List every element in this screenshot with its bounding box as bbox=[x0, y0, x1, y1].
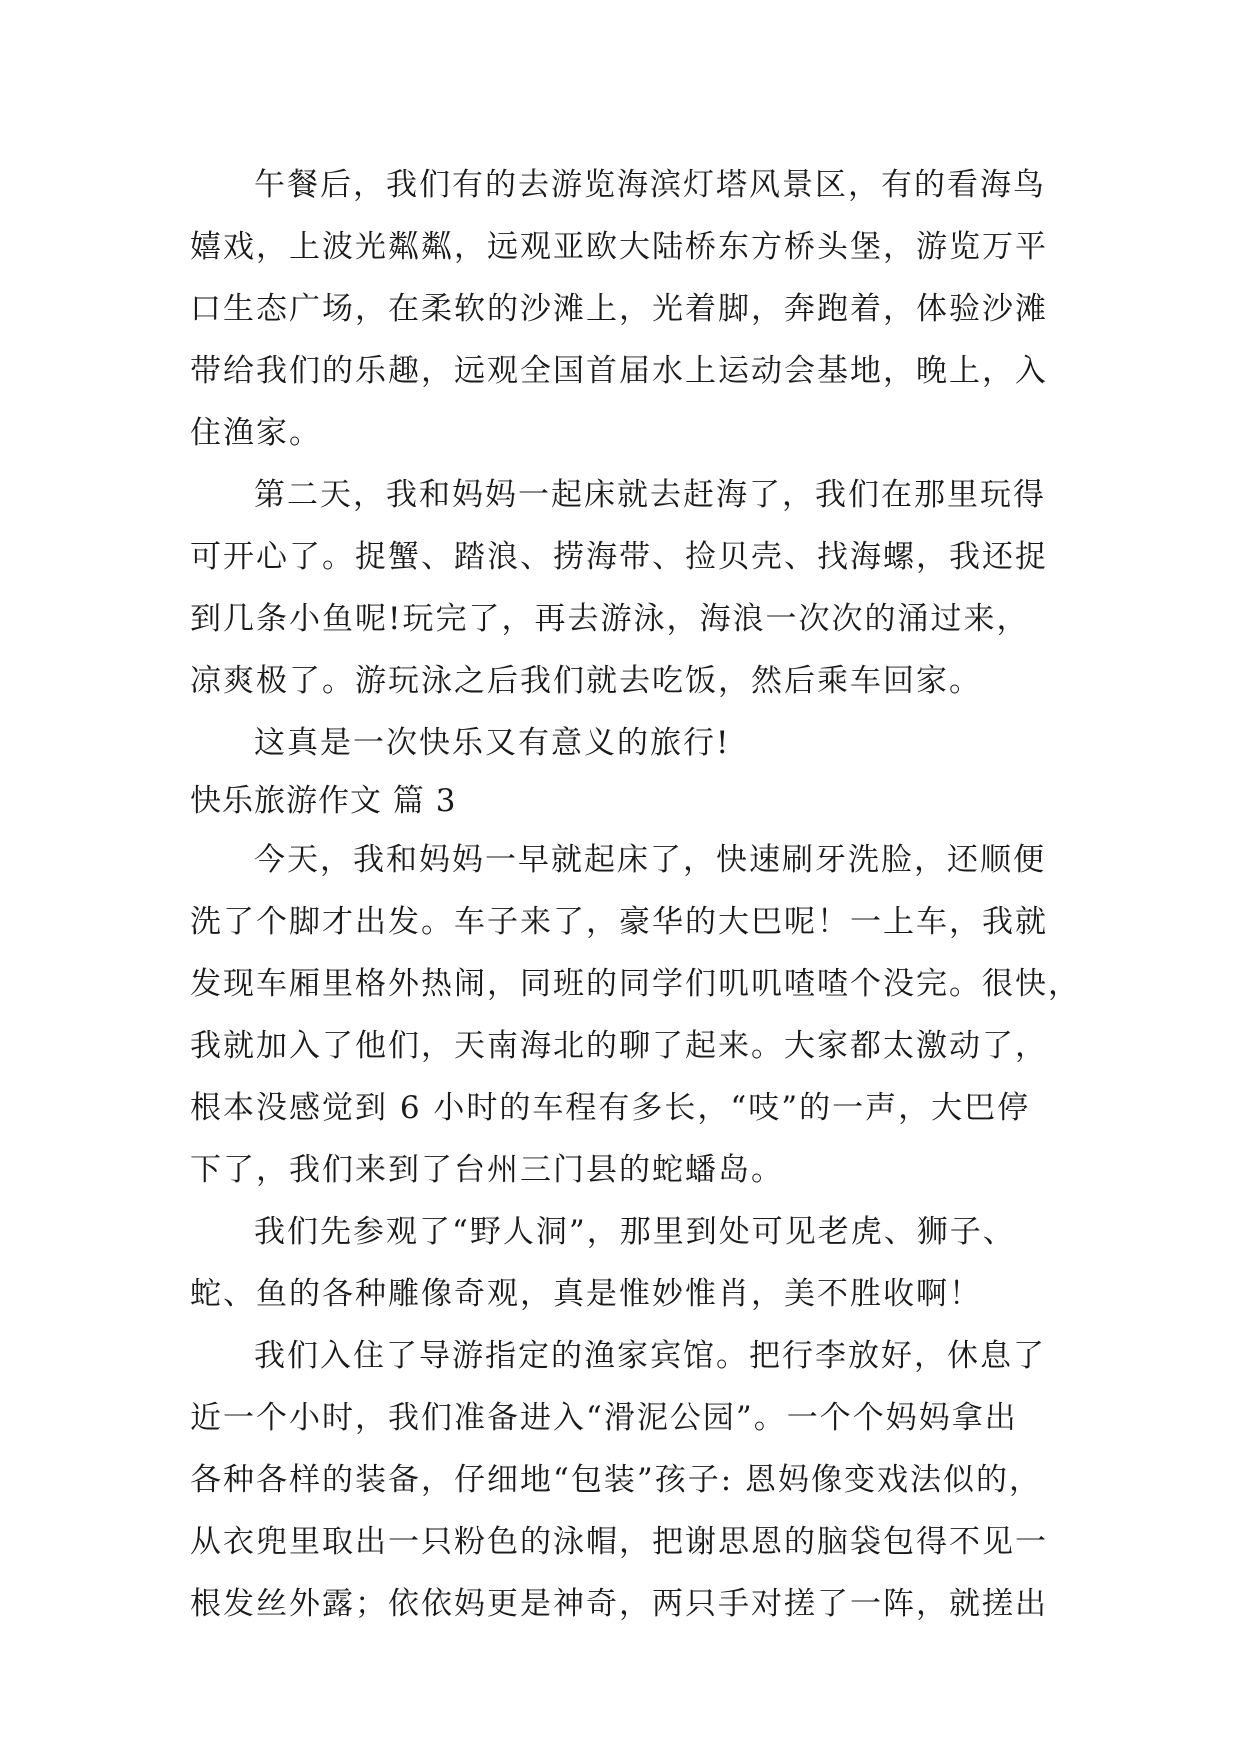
paragraph-line: 这真是一次快乐又有意义的旅行! bbox=[254, 725, 731, 761]
paragraph bbox=[190, 1325, 1052, 1635]
paragraph-line: 到几条小鱼呢!玩完了，再去游泳，海浪一次次的涌过来， bbox=[190, 601, 1030, 637]
paragraph-line: 各种各样的装备，仔细地“包装”孩子: 恩妈像变戏法似的， bbox=[190, 1462, 1042, 1498]
paragraph-line: 可开心了。捉蟹、踏浪、捞海带、捡贝壳、找海螺，我还捉 bbox=[190, 539, 1048, 575]
paragraph-line: 我们入住了导游指定的渔家宾馆。把行李放好，休息了 bbox=[254, 1338, 1046, 1374]
paragraph-line: 带给我们的乐趣，远观全国首届水上运动会基地，晚上，入 bbox=[190, 353, 1048, 389]
paragraph-line: 嬉戏，上波光粼粼，远观亚欧大陆桥东方桥头堡，游览万平 bbox=[190, 229, 1048, 265]
paragraph-line: 根发丝外露；依依妈更是神奇，两只手对搓了一阵，就搓出 bbox=[190, 1586, 1048, 1622]
paragraph bbox=[190, 712, 1052, 774]
paragraph-line: 今天，我和妈妈一早就起床了，快速刷牙洗脸，还顺便 bbox=[254, 842, 1046, 878]
paragraph-line: 第二天，我和妈妈一起床就去赶海了，我们在那里玩得 bbox=[254, 477, 1046, 513]
paragraph-line: 凉爽极了。游玩泳之后我们就去吃饭，然后乘车回家。 bbox=[190, 663, 982, 699]
paragraph-line: 我就加入了他们，天南海北的聊了起来。大家都太激动了， bbox=[190, 1028, 1048, 1064]
paragraph-line: 发现车厢里格外热闹，同班的同学们叽叽喳喳个没完。很快， bbox=[190, 966, 1081, 1002]
paragraph-line: 近一个小时，我们准备进入“滑泥公园”。一个个妈妈拿出 bbox=[190, 1400, 1018, 1436]
paragraph bbox=[190, 464, 1052, 712]
paragraph-line: 下了，我们来到了台州三门县的蛇蟠岛。 bbox=[190, 1152, 784, 1188]
paragraph bbox=[190, 1201, 1052, 1325]
paragraph-line: 我们先参观了“野人洞”，那里到处可见老虎、狮子、 bbox=[254, 1214, 1016, 1250]
paragraph-line: 洗了个脚才出发。车子来了，豪华的大巴呢！一上车，我就 bbox=[190, 904, 1048, 940]
paragraph bbox=[190, 829, 1081, 1201]
section-heading: 快乐旅游作文 篇 3 bbox=[190, 783, 457, 819]
paragraph bbox=[190, 154, 1052, 464]
paragraph-line: 口生态广场，在柔软的沙滩上，光着脚，奔跑着，体验沙滩 bbox=[190, 291, 1048, 327]
paragraph-line: 根本没感觉到 6 小时的车程有多长，“吱”的一声，大巴停 bbox=[190, 1090, 1031, 1126]
paragraph-line: 从衣兜里取出一只粉色的泳帽，把谢思恩的脑袋包得不见一 bbox=[190, 1524, 1048, 1560]
paragraph-line: 蛇、鱼的各种雕像奇观，真是惟妙惟肖，美不胜收啊！ bbox=[190, 1276, 982, 1312]
paragraph-line: 午餐后，我们有的去游览海滨灯塔风景区，有的看海鸟 bbox=[254, 167, 1046, 203]
paragraph-line: 住渔家。 bbox=[190, 415, 322, 451]
document-body bbox=[190, 154, 1081, 1635]
